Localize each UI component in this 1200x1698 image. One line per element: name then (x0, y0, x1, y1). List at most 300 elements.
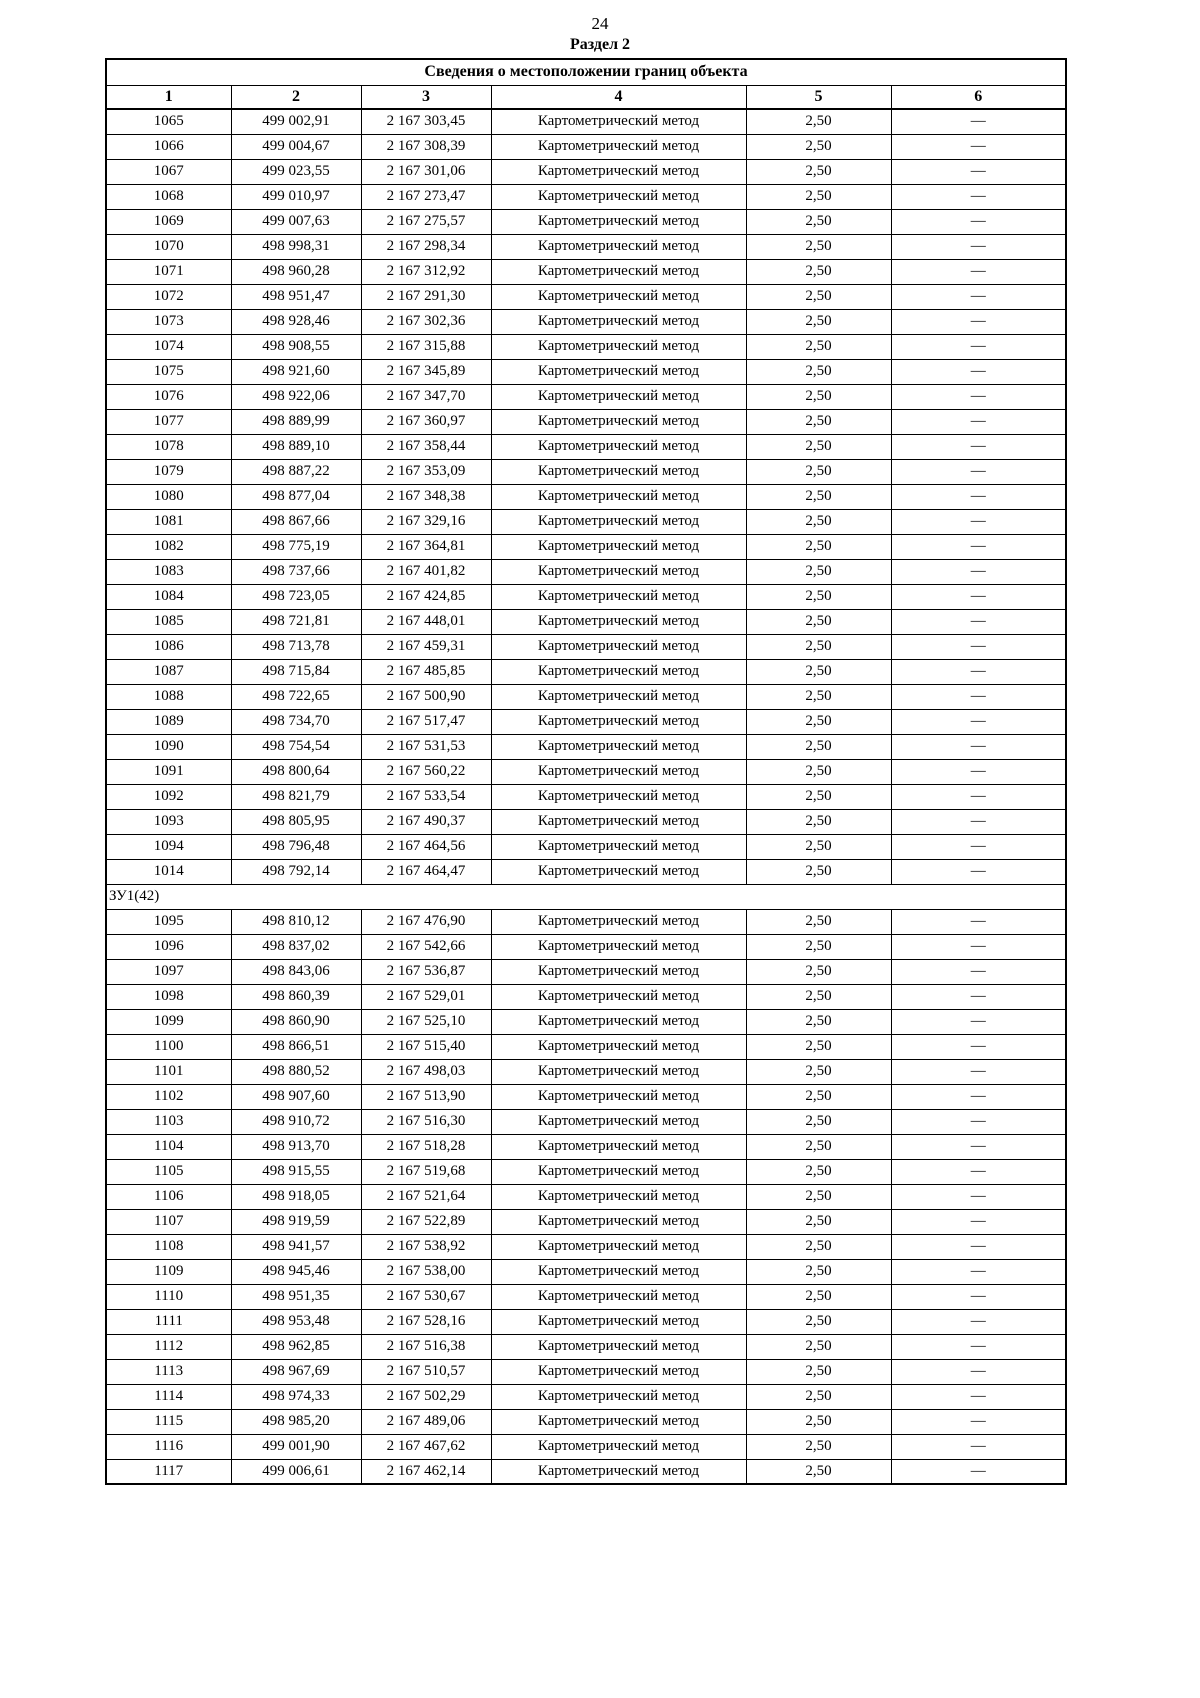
x-coordinate-cell: 498 837,02 (231, 934, 361, 959)
precision-cell: 2,50 (746, 534, 891, 559)
x-coordinate-cell: 498 860,90 (231, 1009, 361, 1034)
description-cell: — (891, 234, 1066, 259)
point-number-cell: 1106 (106, 1184, 231, 1209)
table-row (106, 1184, 1066, 1209)
method-cell: Картометрический метод (491, 1284, 746, 1309)
point-number-cell: 1065 (106, 109, 231, 134)
x-coordinate-cell: 499 001,90 (231, 1434, 361, 1459)
method-cell: Картометрический метод (491, 809, 746, 834)
y-coordinate-cell: 2 167 485,85 (361, 659, 491, 684)
method-cell: Картометрический метод (491, 1209, 746, 1234)
method-cell: Картометрический метод (491, 684, 746, 709)
method-cell: Картометрический метод (491, 459, 746, 484)
precision-cell: 2,50 (746, 1309, 891, 1334)
y-coordinate-cell: 2 167 521,64 (361, 1184, 491, 1209)
y-coordinate-cell: 2 167 448,01 (361, 609, 491, 634)
x-coordinate-cell: 498 887,22 (231, 459, 361, 484)
precision-cell: 2,50 (746, 184, 891, 209)
x-coordinate-cell: 498 945,46 (231, 1259, 361, 1284)
x-coordinate-cell: 498 860,39 (231, 984, 361, 1009)
table-row (106, 684, 1066, 709)
point-number-cell: 1077 (106, 409, 231, 434)
table-row (106, 1259, 1066, 1284)
table-row (106, 809, 1066, 834)
y-coordinate-cell: 2 167 510,57 (361, 1359, 491, 1384)
point-number-cell: 1097 (106, 959, 231, 984)
description-cell: — (891, 859, 1066, 884)
method-cell: Картометрический метод (491, 1334, 746, 1359)
point-number-cell: 1102 (106, 1084, 231, 1109)
method-cell: Картометрический метод (491, 359, 746, 384)
table-row (106, 159, 1066, 184)
point-number-cell: 1067 (106, 159, 231, 184)
description-cell: — (891, 609, 1066, 634)
y-coordinate-cell: 2 167 291,30 (361, 284, 491, 309)
point-number-cell: 1105 (106, 1159, 231, 1184)
point-number-cell: 1110 (106, 1284, 231, 1309)
precision-cell: 2,50 (746, 1159, 891, 1184)
x-coordinate-cell: 498 734,70 (231, 709, 361, 734)
precision-cell: 2,50 (746, 784, 891, 809)
x-coordinate-cell: 498 722,65 (231, 684, 361, 709)
x-coordinate-cell: 498 928,46 (231, 309, 361, 334)
method-cell: Картометрический метод (491, 1009, 746, 1034)
point-number-cell: 1113 (106, 1359, 231, 1384)
x-coordinate-cell: 498 723,05 (231, 584, 361, 609)
precision-cell: 2,50 (746, 934, 891, 959)
y-coordinate-cell: 2 167 530,67 (361, 1284, 491, 1309)
precision-cell: 2,50 (746, 684, 891, 709)
column-header: 4 (491, 85, 746, 109)
y-coordinate-cell: 2 167 464,47 (361, 859, 491, 884)
description-cell: — (891, 584, 1066, 609)
y-coordinate-cell: 2 167 560,22 (361, 759, 491, 784)
description-cell: — (891, 109, 1066, 134)
point-number-cell: 1081 (106, 509, 231, 534)
precision-cell: 2,50 (746, 359, 891, 384)
y-coordinate-cell: 2 167 525,10 (361, 1009, 491, 1034)
x-coordinate-cell: 498 821,79 (231, 784, 361, 809)
description-cell: — (891, 484, 1066, 509)
x-coordinate-cell: 499 010,97 (231, 184, 361, 209)
y-coordinate-cell: 2 167 519,68 (361, 1159, 491, 1184)
table-row (106, 784, 1066, 809)
method-cell: Картометрический метод (491, 834, 746, 859)
description-cell: — (891, 1359, 1066, 1384)
point-number-cell: 1071 (106, 259, 231, 284)
point-number-cell: 1112 (106, 1334, 231, 1359)
x-coordinate-cell: 499 007,63 (231, 209, 361, 234)
method-cell: Картометрический метод (491, 759, 746, 784)
y-coordinate-cell: 2 167 424,85 (361, 584, 491, 609)
precision-cell: 2,50 (746, 109, 891, 134)
description-cell: — (891, 184, 1066, 209)
point-number-cell: 1086 (106, 634, 231, 659)
description-cell: — (891, 534, 1066, 559)
method-cell: Картометрический метод (491, 1034, 746, 1059)
y-coordinate-cell: 2 167 275,57 (361, 209, 491, 234)
column-header-row (106, 85, 1066, 109)
precision-cell: 2,50 (746, 584, 891, 609)
description-cell: — (891, 834, 1066, 859)
x-coordinate-cell: 498 998,31 (231, 234, 361, 259)
precision-cell: 2,50 (746, 384, 891, 409)
y-coordinate-cell: 2 167 345,89 (361, 359, 491, 384)
description-cell: — (891, 559, 1066, 584)
precision-cell: 2,50 (746, 559, 891, 584)
precision-cell: 2,50 (746, 209, 891, 234)
y-coordinate-cell: 2 167 348,38 (361, 484, 491, 509)
method-cell: Картометрический метод (491, 384, 746, 409)
table-row (106, 1084, 1066, 1109)
description-cell: — (891, 459, 1066, 484)
table-title-row (106, 59, 1066, 85)
point-number-cell: 1087 (106, 659, 231, 684)
point-number-cell: 1074 (106, 334, 231, 359)
description-cell: — (891, 684, 1066, 709)
description-cell: — (891, 409, 1066, 434)
description-cell: — (891, 959, 1066, 984)
precision-cell: 2,50 (746, 409, 891, 434)
method-cell: Картометрический метод (491, 1109, 746, 1134)
x-coordinate-cell: 499 002,91 (231, 109, 361, 134)
group-label: ЗУ1(42) (106, 884, 1066, 909)
table-row (106, 734, 1066, 759)
y-coordinate-cell: 2 167 302,36 (361, 309, 491, 334)
point-number-cell: 1083 (106, 559, 231, 584)
y-coordinate-cell: 2 167 531,53 (361, 734, 491, 759)
point-number-cell: 1103 (106, 1109, 231, 1134)
table-row (106, 1359, 1066, 1384)
description-cell: — (891, 309, 1066, 334)
point-number-cell: 1075 (106, 359, 231, 384)
table-row (106, 909, 1066, 934)
description-cell: — (891, 759, 1066, 784)
table-row (106, 584, 1066, 609)
x-coordinate-cell: 498 721,81 (231, 609, 361, 634)
table-title: Сведения о местоположении границ объекта (106, 59, 1066, 85)
x-coordinate-cell: 498 810,12 (231, 909, 361, 934)
x-coordinate-cell: 498 960,28 (231, 259, 361, 284)
method-cell: Картометрический метод (491, 1184, 746, 1209)
point-number-cell: 1104 (106, 1134, 231, 1159)
y-coordinate-cell: 2 167 476,90 (361, 909, 491, 934)
precision-cell: 2,50 (746, 1259, 891, 1284)
description-cell: — (891, 1009, 1066, 1034)
description-cell: — (891, 659, 1066, 684)
y-coordinate-cell: 2 167 489,06 (361, 1409, 491, 1434)
x-coordinate-cell: 498 805,95 (231, 809, 361, 834)
y-coordinate-cell: 2 167 517,47 (361, 709, 491, 734)
table-row (106, 859, 1066, 884)
description-cell: — (891, 1334, 1066, 1359)
y-coordinate-cell: 2 167 529,01 (361, 984, 491, 1009)
method-cell: Картометрический метод (491, 259, 746, 284)
point-number-cell: 1014 (106, 859, 231, 884)
precision-cell: 2,50 (746, 1034, 891, 1059)
table-row (106, 959, 1066, 984)
precision-cell: 2,50 (746, 1084, 891, 1109)
x-coordinate-cell: 498 918,05 (231, 1184, 361, 1209)
method-cell: Картометрический метод (491, 284, 746, 309)
precision-cell: 2,50 (746, 609, 891, 634)
y-coordinate-cell: 2 167 358,44 (361, 434, 491, 459)
precision-cell: 2,50 (746, 834, 891, 859)
y-coordinate-cell: 2 167 308,39 (361, 134, 491, 159)
description-cell: — (891, 1034, 1066, 1059)
description-cell: — (891, 1234, 1066, 1259)
table-row (106, 409, 1066, 434)
table-row (106, 1009, 1066, 1034)
table-row (106, 709, 1066, 734)
boundary-coordinates-table (105, 58, 1067, 1485)
description-cell: — (891, 1109, 1066, 1134)
point-number-cell: 1070 (106, 234, 231, 259)
column-header: 2 (231, 85, 361, 109)
description-cell: — (891, 1259, 1066, 1284)
method-cell: Картометрический метод (491, 1134, 746, 1159)
x-coordinate-cell: 498 915,55 (231, 1159, 361, 1184)
y-coordinate-cell: 2 167 516,30 (361, 1109, 491, 1134)
precision-cell: 2,50 (746, 859, 891, 884)
precision-cell: 2,50 (746, 434, 891, 459)
precision-cell: 2,50 (746, 1109, 891, 1134)
precision-cell: 2,50 (746, 1009, 891, 1034)
y-coordinate-cell: 2 167 464,56 (361, 834, 491, 859)
table-row (106, 1134, 1066, 1159)
x-coordinate-cell: 498 941,57 (231, 1234, 361, 1259)
description-cell: — (891, 934, 1066, 959)
description-cell: — (891, 734, 1066, 759)
x-coordinate-cell: 498 792,14 (231, 859, 361, 884)
point-number-cell: 1111 (106, 1309, 231, 1334)
description-cell: — (891, 634, 1066, 659)
point-number-cell: 1096 (106, 934, 231, 959)
point-number-cell: 1068 (106, 184, 231, 209)
y-coordinate-cell: 2 167 459,31 (361, 634, 491, 659)
x-coordinate-cell: 498 889,99 (231, 409, 361, 434)
description-cell: — (891, 1184, 1066, 1209)
table-row (106, 509, 1066, 534)
method-cell: Картометрический метод (491, 1434, 746, 1459)
description-cell: — (891, 909, 1066, 934)
table-row (106, 1034, 1066, 1059)
precision-cell: 2,50 (746, 1384, 891, 1409)
precision-cell: 2,50 (746, 234, 891, 259)
precision-cell: 2,50 (746, 759, 891, 784)
method-cell: Картометрический метод (491, 509, 746, 534)
description-cell: — (891, 384, 1066, 409)
method-cell: Картометрический метод (491, 709, 746, 734)
method-cell: Картометрический метод (491, 1259, 746, 1284)
precision-cell: 2,50 (746, 1184, 891, 1209)
page-number: 24 (591, 14, 609, 33)
x-coordinate-cell: 498 908,55 (231, 334, 361, 359)
precision-cell: 2,50 (746, 734, 891, 759)
point-number-cell: 1114 (106, 1384, 231, 1409)
description-cell: — (891, 359, 1066, 384)
point-number-cell: 1095 (106, 909, 231, 934)
description-cell: — (891, 509, 1066, 534)
point-number-cell: 1100 (106, 1034, 231, 1059)
description-cell: — (891, 1084, 1066, 1109)
x-coordinate-cell: 498 889,10 (231, 434, 361, 459)
point-number-cell: 1107 (106, 1209, 231, 1234)
description-cell: — (891, 1309, 1066, 1334)
method-cell: Картометрический метод (491, 634, 746, 659)
method-cell: Картометрический метод (491, 1359, 746, 1384)
table-row (106, 1284, 1066, 1309)
description-cell: — (891, 809, 1066, 834)
method-cell: Картометрический метод (491, 959, 746, 984)
column-header: 6 (891, 85, 1066, 109)
x-coordinate-cell: 498 962,85 (231, 1334, 361, 1359)
x-coordinate-cell: 498 754,54 (231, 734, 361, 759)
table-row (106, 134, 1066, 159)
y-coordinate-cell: 2 167 303,45 (361, 109, 491, 134)
method-cell: Картометрический метод (491, 1234, 746, 1259)
table-row (106, 234, 1066, 259)
method-cell: Картометрический метод (491, 159, 746, 184)
point-number-cell: 1078 (106, 434, 231, 459)
method-cell: Картометрический метод (491, 334, 746, 359)
x-coordinate-cell: 498 953,48 (231, 1309, 361, 1334)
table-row (106, 484, 1066, 509)
method-cell: Картометрический метод (491, 409, 746, 434)
y-coordinate-cell: 2 167 467,62 (361, 1434, 491, 1459)
x-coordinate-cell: 498 867,66 (231, 509, 361, 534)
x-coordinate-cell: 498 775,19 (231, 534, 361, 559)
y-coordinate-cell: 2 167 273,47 (361, 184, 491, 209)
method-cell: Картометрический метод (491, 309, 746, 334)
precision-cell: 2,50 (746, 259, 891, 284)
method-cell: Картометрический метод (491, 1309, 746, 1334)
point-number-cell: 1066 (106, 134, 231, 159)
table-row (106, 1384, 1066, 1409)
y-coordinate-cell: 2 167 528,16 (361, 1309, 491, 1334)
y-coordinate-cell: 2 167 347,70 (361, 384, 491, 409)
precision-cell: 2,50 (746, 1134, 891, 1159)
x-coordinate-cell: 498 737,66 (231, 559, 361, 584)
method-cell: Картометрический метод (491, 1084, 746, 1109)
point-number-cell: 1090 (106, 734, 231, 759)
x-coordinate-cell: 498 967,69 (231, 1359, 361, 1384)
method-cell: Картометрический метод (491, 1159, 746, 1184)
y-coordinate-cell: 2 167 490,37 (361, 809, 491, 834)
table-row (106, 184, 1066, 209)
precision-cell: 2,50 (746, 1234, 891, 1259)
description-cell: — (891, 434, 1066, 459)
method-cell: Картометрический метод (491, 134, 746, 159)
description-cell: — (891, 334, 1066, 359)
y-coordinate-cell: 2 167 538,00 (361, 1259, 491, 1284)
x-coordinate-cell: 499 004,67 (231, 134, 361, 159)
table-row (106, 1209, 1066, 1234)
y-coordinate-cell: 2 167 513,90 (361, 1084, 491, 1109)
y-coordinate-cell: 2 167 401,82 (361, 559, 491, 584)
y-coordinate-cell: 2 167 500,90 (361, 684, 491, 709)
section-title: Раздел 2 (569, 36, 631, 53)
method-cell: Картометрический метод (491, 109, 746, 134)
y-coordinate-cell: 2 167 515,40 (361, 1034, 491, 1059)
point-number-cell: 1084 (106, 584, 231, 609)
precision-cell: 2,50 (746, 1434, 891, 1459)
description-cell: — (891, 284, 1066, 309)
precision-cell: 2,50 (746, 1359, 891, 1384)
precision-cell: 2,50 (746, 809, 891, 834)
method-cell: Картометрический метод (491, 584, 746, 609)
precision-cell: 2,50 (746, 1059, 891, 1084)
method-cell: Картометрический метод (491, 184, 746, 209)
point-number-cell: 1099 (106, 1009, 231, 1034)
table-row (106, 1234, 1066, 1259)
table-row (106, 1334, 1066, 1359)
method-cell: Картометрический метод (491, 1409, 746, 1434)
method-cell: Картометрический метод (491, 1059, 746, 1084)
table-row (106, 759, 1066, 784)
description-cell: — (891, 1434, 1066, 1459)
table-row (106, 634, 1066, 659)
point-number-cell: 1108 (106, 1234, 231, 1259)
precision-cell: 2,50 (746, 134, 891, 159)
precision-cell: 2,50 (746, 959, 891, 984)
precision-cell: 2,50 (746, 459, 891, 484)
table-row (106, 609, 1066, 634)
table-row (106, 659, 1066, 684)
x-coordinate-cell: 498 877,04 (231, 484, 361, 509)
description-cell: — (891, 134, 1066, 159)
point-number-cell: 1116 (106, 1434, 231, 1459)
table-row (106, 309, 1066, 334)
y-coordinate-cell: 2 167 518,28 (361, 1134, 491, 1159)
table-row (106, 934, 1066, 959)
point-number-cell: 1069 (106, 209, 231, 234)
y-coordinate-cell: 2 167 502,29 (361, 1384, 491, 1409)
method-cell: Картометрический метод (491, 434, 746, 459)
y-coordinate-cell: 2 167 536,87 (361, 959, 491, 984)
description-cell: — (891, 984, 1066, 1009)
table-row (106, 209, 1066, 234)
description-cell: — (891, 1134, 1066, 1159)
table-row (106, 984, 1066, 1009)
method-cell: Картометрический метод (491, 209, 746, 234)
x-coordinate-cell: 498 951,47 (231, 284, 361, 309)
method-cell: Картометрический метод (491, 934, 746, 959)
method-cell: Картометрический метод (491, 984, 746, 1009)
description-cell: — (891, 1059, 1066, 1084)
x-coordinate-cell: 498 880,52 (231, 1059, 361, 1084)
table-row (106, 384, 1066, 409)
y-coordinate-cell: 2 167 301,06 (361, 159, 491, 184)
point-number-cell: 1079 (106, 459, 231, 484)
x-coordinate-cell: 499 006,61 (231, 1459, 361, 1484)
table-row (106, 1109, 1066, 1134)
description-cell: — (891, 784, 1066, 809)
table-row (106, 559, 1066, 584)
table-row (106, 434, 1066, 459)
x-coordinate-cell: 498 985,20 (231, 1409, 361, 1434)
x-coordinate-cell: 498 796,48 (231, 834, 361, 859)
precision-cell: 2,50 (746, 509, 891, 534)
y-coordinate-cell: 2 167 312,92 (361, 259, 491, 284)
column-header: 1 (106, 85, 231, 109)
precision-cell: 2,50 (746, 659, 891, 684)
point-number-cell: 1098 (106, 984, 231, 1009)
table-row (106, 1434, 1066, 1459)
x-coordinate-cell: 498 922,06 (231, 384, 361, 409)
group-separator-row (106, 884, 1066, 909)
precision-cell: 2,50 (746, 1409, 891, 1434)
